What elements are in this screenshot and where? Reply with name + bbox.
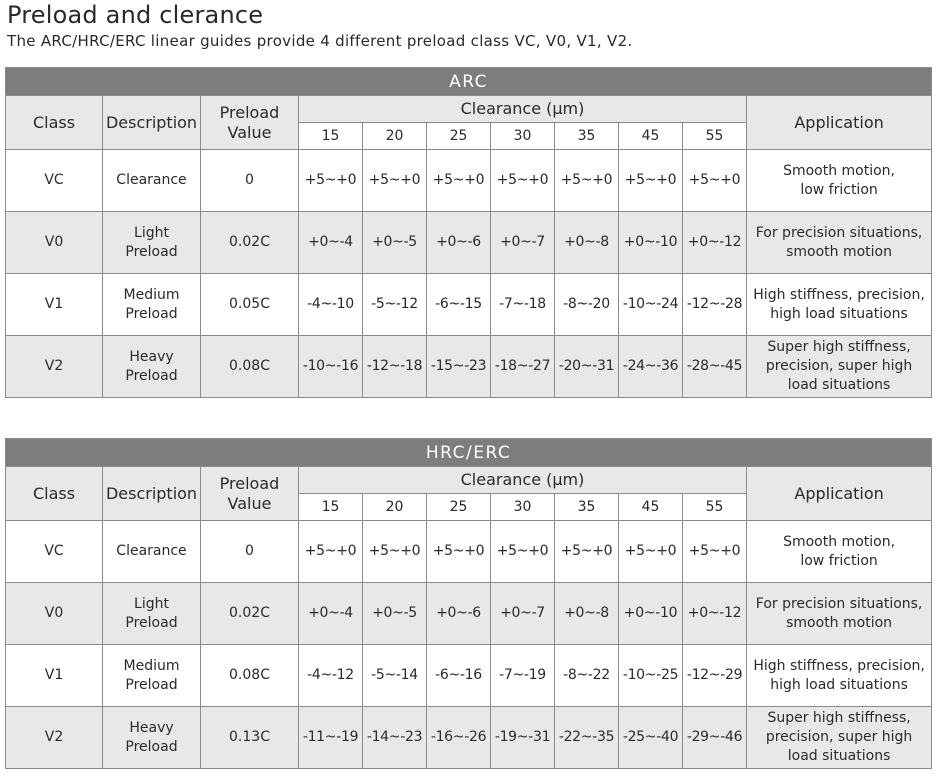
cell-clearance-value: -18~-27 [491, 336, 555, 398]
cell-clearance-value: +5~+0 [555, 521, 619, 583]
description-line1: Light [134, 595, 169, 612]
cell-clearance-value: -11~-19 [299, 707, 363, 769]
header-size: 25 [427, 123, 491, 150]
cell-preload-value: 0.02C [201, 583, 299, 645]
preload-table-arc [5, 67, 932, 398]
cell-clearance-value: +0~-6 [427, 583, 491, 645]
table-caption: HRC/ERC [6, 439, 932, 467]
header-size: 45 [619, 123, 683, 150]
cell-clearance-value: +5~+0 [427, 150, 491, 212]
cell-class: V0 [6, 212, 103, 274]
cell-clearance-value: +0~-10 [619, 583, 683, 645]
cell-clearance-value: -6~-15 [427, 274, 491, 336]
table-row [6, 150, 932, 212]
cell-clearance-value: +0~-4 [299, 583, 363, 645]
application-line1: For precision situations, [755, 224, 923, 241]
header-size: 55 [683, 494, 747, 521]
cell-clearance-value: -12~-28 [683, 274, 747, 336]
preload-table-hrc-erc [5, 438, 932, 769]
header-size: 55 [683, 123, 747, 150]
cell-preload-value: 0.13C [201, 707, 299, 769]
cell-clearance-value: -14~-23 [363, 707, 427, 769]
cell-clearance-value: -6~-16 [427, 645, 491, 707]
application-line2: smooth motion [786, 243, 892, 260]
cell-clearance-value: +0~-6 [427, 212, 491, 274]
cell-clearance-value: +5~+0 [299, 521, 363, 583]
header-size: 30 [491, 123, 555, 150]
cell-clearance-value: +0~-8 [555, 583, 619, 645]
application-line2: precision, super high [765, 358, 913, 374]
cell-description [103, 150, 201, 212]
cell-preload-value: 0 [201, 150, 299, 212]
cell-description [103, 645, 201, 707]
cell-description [103, 336, 201, 398]
cell-clearance-value: +5~+0 [555, 150, 619, 212]
cell-clearance-value: +5~+0 [619, 150, 683, 212]
cell-clearance-value: -7~-19 [491, 645, 555, 707]
cell-clearance-value: +0~-7 [491, 212, 555, 274]
description-line2: Preload [125, 738, 178, 755]
cell-description [103, 707, 201, 769]
cell-application [747, 336, 932, 398]
cell-clearance-value: -16~-26 [427, 707, 491, 769]
cell-clearance-value: -10~-16 [299, 336, 363, 398]
header-size: 30 [491, 494, 555, 521]
cell-description [103, 274, 201, 336]
cell-preload-value: 0.02C [201, 212, 299, 274]
table-caption: ARC [6, 68, 932, 96]
cell-clearance-value: -25~-40 [619, 707, 683, 769]
application-line1: Super high stiffness, [767, 710, 911, 726]
header-application: Application [747, 96, 932, 150]
cell-application [747, 212, 932, 274]
cell-clearance-value: -8~-20 [555, 274, 619, 336]
cell-class: V1 [6, 645, 103, 707]
description-line1: Light [134, 224, 169, 241]
cell-application [747, 521, 932, 583]
header-preload-line2: Value [227, 493, 272, 513]
cell-class: VC [6, 150, 103, 212]
application-line2: smooth motion [786, 614, 893, 631]
header-size: 45 [619, 494, 683, 521]
table-row [6, 521, 932, 583]
cell-clearance-value: +5~+0 [683, 150, 747, 212]
description-line2: Preload [125, 367, 178, 384]
cell-clearance-value: -19~-31 [491, 707, 555, 769]
cell-clearance-value: -5~-12 [363, 274, 427, 336]
table-row [6, 274, 932, 336]
application-line2: low friction [800, 181, 878, 198]
description-line1: Medium [123, 286, 180, 303]
description-line1: Heavy [129, 348, 174, 365]
cell-clearance-value: +0~-12 [683, 212, 747, 274]
cell-class: VC [6, 521, 103, 583]
header-application: Application [747, 467, 932, 521]
header-preload-value [201, 467, 299, 521]
header-size: 35 [555, 123, 619, 150]
header-clearance: Clearance (μm) [299, 96, 747, 123]
cell-preload-value: 0.08C [201, 645, 299, 707]
cell-clearance-value: -12~-29 [683, 645, 747, 707]
cell-description [103, 583, 201, 645]
header-preload-value [201, 96, 299, 150]
application-line1: High stiffness, precision, [753, 657, 925, 674]
application-line1: Smooth motion, [783, 533, 896, 550]
cell-clearance-value: +5~+0 [491, 150, 555, 212]
cell-preload-value: 0 [201, 521, 299, 583]
cell-clearance-value: +5~+0 [619, 521, 683, 583]
application-line3: load situations [787, 377, 891, 393]
cell-description [103, 521, 201, 583]
cell-clearance-value: +0~-7 [491, 583, 555, 645]
cell-application [747, 583, 932, 645]
description-line1: Clearance [116, 172, 187, 188]
cell-clearance-value: +5~+0 [683, 521, 747, 583]
header-size: 20 [363, 123, 427, 150]
header-description: Description [103, 467, 201, 521]
header-class: Class [6, 96, 103, 150]
cell-clearance-value: +5~+0 [427, 521, 491, 583]
application-line1: Smooth motion, [783, 162, 896, 179]
cell-clearance-value: -22~-35 [555, 707, 619, 769]
description-line2: Preload [125, 676, 178, 693]
cell-clearance-value: +0~-5 [363, 212, 427, 274]
cell-clearance-value: -15~-23 [427, 336, 491, 398]
cell-clearance-value: -4~-12 [299, 645, 363, 707]
header-preload-line2: Value [227, 122, 272, 142]
description-line1: Clearance [116, 543, 187, 559]
header-description: Description [103, 96, 201, 150]
cell-class: V0 [6, 583, 103, 645]
application-line2: high load situations [770, 676, 908, 693]
application-line1: For precision situations, [755, 595, 923, 612]
cell-clearance-value: +0~-4 [299, 212, 363, 274]
cell-clearance-value: -24~-36 [619, 336, 683, 398]
cell-preload-value: 0.05C [201, 274, 299, 336]
cell-clearance-value: +5~+0 [363, 150, 427, 212]
table-row [6, 645, 932, 707]
cell-clearance-value: +0~-8 [555, 212, 619, 274]
header-size: 25 [427, 494, 491, 521]
description-line2: Preload [125, 305, 178, 322]
header-size: 15 [299, 494, 363, 521]
application-line2: low friction [800, 552, 878, 569]
cell-application [747, 274, 932, 336]
cell-clearance-value: -10~-25 [619, 645, 683, 707]
cell-application [747, 707, 932, 769]
header-clearance: Clearance (μm) [299, 467, 747, 494]
cell-preload-value: 0.08C [201, 336, 299, 398]
description-line2: Preload [125, 243, 178, 260]
cell-clearance-value: -4~-10 [299, 274, 363, 336]
cell-clearance-value: -10~-24 [619, 274, 683, 336]
cell-clearance-value: +5~+0 [491, 521, 555, 583]
application-line1: Super high stiffness, [767, 339, 911, 355]
header-size: 15 [299, 123, 363, 150]
cell-clearance-value: +0~-12 [683, 583, 747, 645]
table-row [6, 583, 932, 645]
cell-clearance-value: +5~+0 [299, 150, 363, 212]
description-line1: Heavy [129, 719, 174, 736]
table-row [6, 707, 932, 769]
cell-clearance-value: -8~-22 [555, 645, 619, 707]
cell-clearance-value: +5~+0 [363, 521, 427, 583]
header-size: 20 [363, 494, 427, 521]
cell-application [747, 645, 932, 707]
cell-clearance-value: -7~-18 [491, 274, 555, 336]
cell-class: V2 [6, 707, 103, 769]
cell-application [747, 150, 932, 212]
header-class: Class [6, 467, 103, 521]
application-line3: load situations [787, 748, 891, 764]
cell-clearance-value: -5~-14 [363, 645, 427, 707]
description-line1: Medium [123, 657, 180, 674]
cell-clearance-value: -29~-46 [683, 707, 747, 769]
cell-clearance-value: -12~-18 [363, 336, 427, 398]
application-line2: precision, super high [765, 729, 913, 745]
page-title: Preload and clerance [7, 1, 264, 29]
application-line2: high load situations [770, 305, 908, 322]
cell-class: V1 [6, 274, 103, 336]
cell-clearance-value: +0~-5 [363, 583, 427, 645]
table-row [6, 212, 932, 274]
cell-clearance-value: -20~-31 [555, 336, 619, 398]
header-preload-line1: Preload [219, 102, 280, 122]
application-line1: High stiffness, precision, [753, 286, 925, 303]
table-row [6, 336, 932, 398]
cell-clearance-value: +0~-10 [619, 212, 683, 274]
page-subtitle: The ARC/HRC/ERC linear guides provide 4 different preload class VC, V0, V1, V2. [7, 32, 633, 50]
cell-description [103, 212, 201, 274]
header-size: 35 [555, 494, 619, 521]
cell-class: V2 [6, 336, 103, 398]
cell-clearance-value: -28~-45 [683, 336, 747, 398]
header-preload-line1: Preload [219, 473, 280, 493]
description-line2: Preload [125, 614, 178, 631]
